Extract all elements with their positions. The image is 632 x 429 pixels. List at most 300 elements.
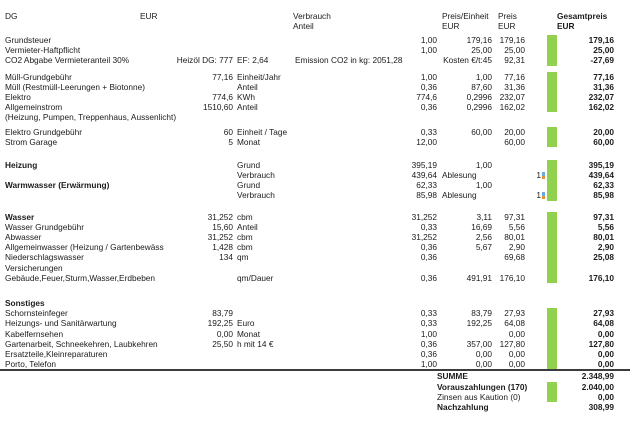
summary-value: 2.348,99 — [581, 371, 614, 382]
green-bar — [547, 82, 557, 92]
preis-cell: 60,00 — [504, 136, 525, 147]
amount-cell — [165, 82, 233, 92]
verbrauch-anteil-cell: 31,252 — [411, 232, 437, 242]
ablesung-marker-cell — [525, 55, 545, 65]
verbrauch-anteil-cell — [292, 112, 437, 122]
ablesung-marker-cell — [525, 212, 545, 222]
gesamtpreis-cell: 31,36 — [593, 81, 614, 92]
ablesung-marker-cell — [525, 349, 545, 359]
amount-cell — [165, 190, 233, 200]
green-bar — [547, 190, 557, 200]
ablesung-marker-cell — [525, 339, 545, 349]
table-row — [0, 232, 632, 242]
ablesung-marker-cell — [525, 180, 545, 190]
gesamtpreis-cell: 20,00 — [593, 126, 614, 137]
amount-cell: 31,252 — [207, 211, 233, 222]
amount-cell — [165, 170, 233, 180]
verbrauch-anteil-cell: 0,33 — [420, 308, 437, 319]
gesamtpreis-cell — [557, 298, 614, 308]
ablesung-marker-cell — [525, 273, 545, 283]
amount-cell — [165, 160, 233, 170]
gesamtpreis-cell: 439,64 — [588, 170, 614, 181]
ablesung-marker-cell — [525, 308, 545, 318]
table-row — [0, 212, 632, 222]
preis-einheit-cell: Ablesung — [442, 170, 477, 181]
amount-cell — [165, 180, 233, 190]
preis-cell: 31,36 — [504, 81, 525, 92]
green-bar — [547, 232, 557, 242]
summary-block — [0, 371, 632, 412]
table-row — [0, 298, 632, 308]
col-header-anteil: Anteil — [293, 21, 314, 31]
table-row — [0, 180, 632, 190]
gesamtpreis-cell: 179,16 — [588, 35, 614, 45]
row-label — [0, 190, 165, 200]
green-bar — [547, 349, 557, 359]
row-label: Strom Garage — [5, 136, 58, 147]
table-row — [0, 160, 632, 170]
ablesung-marker-cell — [525, 92, 545, 102]
row-label: Müll (Restmüll-Leerungen + Biotonne) — [5, 81, 145, 92]
green-bar — [547, 180, 557, 190]
green-bar — [547, 160, 557, 170]
amount-cell — [165, 298, 233, 308]
green-bar — [547, 35, 557, 45]
verbrauch-anteil-cell: 62,33 — [416, 180, 437, 191]
gesamtpreis-cell: 2,90 — [597, 242, 614, 253]
preis-cell: 27,93 — [504, 308, 525, 319]
ablesung-marker-cell — [525, 137, 545, 147]
summary-label: Nachzahlung — [437, 402, 489, 413]
preis-cell: 179,16 — [499, 35, 525, 45]
verbrauch-anteil-cell: 1,00 — [420, 35, 437, 45]
green-bar — [547, 273, 557, 283]
summary-value: 2.040,00 — [581, 381, 614, 392]
table-row — [0, 170, 632, 180]
preis-cell: 2,90 — [508, 242, 525, 253]
green-bar — [547, 137, 557, 147]
table-row — [0, 339, 632, 349]
green-bar — [547, 382, 557, 392]
ablesung-marker-cell — [525, 263, 545, 273]
ablesung-marker-cell — [525, 112, 545, 122]
preis-einheit-cell — [437, 298, 492, 308]
preis-cell: 69,68 — [504, 252, 525, 263]
unit-cell: Grund — [237, 180, 261, 191]
col-header-preis-eur: EUR — [498, 21, 516, 31]
verbrauch-anteil-cell: 31,252 — [411, 211, 437, 222]
preis-cell: 162,02 — [499, 102, 525, 113]
unit-cell: Anteil — [237, 221, 258, 232]
green-bar — [547, 222, 557, 232]
preis-cell — [492, 263, 525, 273]
preis-einheit-cell: 357,00 — [466, 338, 492, 349]
amount-cell — [165, 45, 233, 55]
col-header-preis-einheit: Preis/Einheit — [442, 11, 489, 21]
table-row — [0, 252, 632, 262]
ablesung-marker-cell — [525, 72, 545, 82]
bar-spacer — [547, 402, 557, 412]
gesamtpreis-cell: 25,08 — [593, 252, 614, 263]
reading-marker-icon — [542, 192, 545, 199]
verbrauch-anteil-cell: 0,36 — [420, 81, 437, 92]
col-header-dg: DG — [5, 11, 18, 21]
green-bar — [547, 359, 557, 369]
preis-cell: 25,00 — [504, 45, 525, 56]
preis-cell: 0,00 — [508, 359, 525, 370]
unit-cell: cbm — [237, 232, 253, 242]
unit-cell: Monat — [237, 328, 261, 339]
verbrauch-anteil-cell: 1,00 — [420, 71, 437, 82]
row-label: Abwasser — [5, 232, 42, 242]
table-row — [0, 35, 632, 45]
unit-cell — [233, 308, 292, 318]
row-label: Heizungs- und Sanitärwartung — [5, 318, 117, 329]
preis-cell: 232,07 — [499, 91, 525, 102]
amount-cell: 134 — [219, 252, 233, 263]
preis-cell — [492, 190, 525, 200]
green-bar — [547, 102, 557, 112]
preis-cell: 64,08 — [504, 318, 525, 329]
amount-cell: 83,79 — [212, 308, 233, 319]
gesamtpreis-cell: 85,98 — [593, 190, 614, 201]
ablesung-marker-cell — [525, 127, 545, 137]
preis-cell: 20,00 — [504, 126, 525, 137]
table-row — [0, 137, 632, 147]
preis-einheit-cell: 5,67 — [475, 242, 492, 253]
col-header-preis: Preis — [498, 11, 517, 21]
preis-cell: 92,31 — [504, 55, 525, 66]
gesamtpreis-cell: 176,10 — [588, 272, 614, 283]
row-label: Versicherungen — [5, 262, 63, 273]
amount-cell: 0,00 — [216, 328, 233, 339]
row-label: (Heizung, Pumpen, Treppenhaus, Aussenlicht) — [5, 112, 177, 123]
row-label: Kabelfernsehen — [5, 328, 64, 339]
preis-einheit-cell: 179,16 — [466, 35, 492, 45]
gesamtpreis-cell: 162,02 — [588, 102, 614, 113]
summary-row — [0, 402, 632, 412]
unit-cell — [233, 112, 292, 122]
green-bar — [547, 308, 557, 318]
table-row — [0, 112, 632, 122]
verbrauch-anteil-cell — [292, 263, 437, 273]
amount-cell: 60 — [223, 126, 233, 137]
row-label: Müll-Grundgebühr — [5, 71, 72, 82]
table-row — [0, 82, 632, 92]
col-header-preis-einheit-eur: EUR — [442, 21, 460, 31]
unit-cell: Verbrauch — [237, 190, 275, 201]
green-bar — [547, 329, 557, 339]
table-row — [0, 242, 632, 252]
verbrauch-anteil-cell: 0,33 — [420, 221, 437, 232]
verbrauch-anteil-cell: 12,00 — [416, 136, 437, 147]
table-row — [0, 55, 632, 65]
row-label: Elektro Grundgebühr — [5, 126, 83, 137]
verbrauch-anteil-cell: 0,36 — [420, 348, 437, 359]
gesamtpreis-cell: 77,16 — [593, 71, 614, 82]
green-bar — [547, 170, 557, 180]
table-row — [0, 308, 632, 318]
green-bar — [547, 318, 557, 328]
gesamtpreis-cell — [557, 263, 614, 273]
row-label: Allgemeinwasser (Heizung / Gartenbewäss — [5, 242, 164, 253]
preis-einheit-cell: 0,00 — [475, 348, 492, 359]
ablesung-marker-cell — [525, 242, 545, 252]
gesamtpreis-cell: 97,31 — [593, 211, 614, 222]
preis-einheit-cell: 0,2996 — [466, 102, 492, 113]
amount-cell: 77,16 — [212, 71, 233, 82]
table-row — [0, 127, 632, 137]
summary-value: 308,99 — [588, 402, 614, 413]
section-2 — [0, 127, 632, 147]
row-label: Allgemeinstrom — [5, 102, 63, 113]
preis-einheit-cell — [437, 329, 492, 339]
preis-einheit-cell: 1,00 — [475, 159, 492, 170]
marker-count: 1 — [536, 190, 541, 201]
preis-cell — [492, 160, 525, 170]
ablesung-marker-cell — [525, 318, 545, 328]
unit-cell: Grund — [237, 159, 261, 170]
amount-cell: 192,25 — [207, 318, 233, 329]
summary-label: Zinsen aus Kaution (0) — [437, 391, 521, 402]
row-label: Vermieter-Haftpflicht — [5, 45, 81, 56]
gesamtpreis-cell: 27,93 — [593, 308, 614, 319]
table-row — [0, 45, 632, 55]
unit-cell — [233, 35, 292, 45]
green-bar — [547, 339, 557, 349]
unit-cell: KWh — [237, 91, 255, 102]
amount-cell — [165, 263, 233, 273]
green-bar — [547, 242, 557, 252]
unit-cell — [233, 359, 292, 369]
preis-cell: 0,00 — [508, 328, 525, 339]
gesamtpreis-cell: 0,00 — [597, 328, 614, 339]
summary-row — [0, 382, 632, 392]
ablesung-marker-cell — [525, 222, 545, 232]
row-label: Wasser Grundgebühr — [5, 221, 85, 232]
ablesung-marker-cell — [525, 160, 545, 170]
unit-cell: Monat — [237, 136, 261, 147]
verbrauch-anteil-cell: 774,6 — [416, 91, 437, 102]
preis-einheit-cell: 87,60 — [471, 81, 492, 92]
preis-einheit-cell: 60,00 — [471, 126, 492, 137]
row-label: Gebäude,Feuer,Sturm,Wasser,Erdbeben — [5, 272, 156, 283]
unit-cell: Anteil — [237, 102, 258, 113]
bar-spacer — [547, 298, 557, 308]
verbrauch-anteil-cell: 1,00 — [420, 45, 437, 56]
row-label: Wasser — [5, 211, 35, 222]
preis-cell — [492, 170, 525, 180]
row-label — [0, 170, 165, 180]
row-label: Ersatzteile,Kleinreparaturen — [5, 348, 108, 359]
gesamtpreis-cell — [557, 112, 614, 122]
gesamtpreis-cell: 5,56 — [597, 221, 614, 232]
section-1 — [0, 72, 632, 123]
unit-cell: Einheit / Tage — [237, 126, 288, 137]
summary-row — [0, 371, 632, 381]
gesamtpreis-cell: -27,69 — [590, 55, 614, 66]
table-body — [0, 35, 632, 369]
verbrauch-anteil-cell: 395,19 — [411, 159, 437, 170]
unit-cell: Anteil — [237, 81, 258, 92]
preis-cell: 77,16 — [504, 71, 525, 82]
verbrauch-anteil-cell: 0,36 — [420, 252, 437, 263]
unit-cell: Einheit/Jahr — [237, 71, 281, 82]
amount-cell: 15,60 — [212, 221, 233, 232]
preis-einheit-cell: 16,69 — [471, 221, 492, 232]
green-bar — [547, 45, 557, 55]
preis-einheit-cell: 491,91 — [466, 272, 492, 283]
amount-cell — [165, 273, 233, 283]
ablesung-marker-cell — [525, 102, 545, 112]
verbrauch-anteil-cell: 85,98 — [416, 190, 437, 201]
amount-cell: 774,6 — [212, 91, 233, 102]
section-5 — [0, 298, 632, 369]
table-row — [0, 263, 632, 273]
summary-label: Vorauszahlungen (170) — [437, 381, 528, 392]
green-bar — [547, 127, 557, 137]
preis-cell: 80,01 — [504, 232, 525, 242]
preis-einheit-cell — [437, 252, 492, 262]
col-header-gesamtpreis-eur: EUR — [557, 21, 575, 31]
unit-cell: qm/Dauer — [237, 272, 274, 283]
amount-cell: 1,428 — [212, 242, 233, 253]
preis-einheit-cell: 25,00 — [471, 45, 492, 56]
gesamtpreis-cell: 62,33 — [593, 180, 614, 191]
preis-cell: 5,56 — [508, 221, 525, 232]
unit-cell: cbm — [237, 242, 253, 253]
verbrauch-anteil-cell: Emission CO2 in kg: 2051,28 — [295, 55, 403, 66]
amount-cell — [165, 35, 233, 45]
unit-cell: Euro — [237, 318, 255, 329]
gesamtpreis-cell: 127,80 — [588, 338, 614, 349]
gesamtpreis-cell: 0,00 — [597, 359, 614, 370]
green-bar — [547, 392, 557, 402]
table-header — [0, 11, 632, 32]
verbrauch-anteil-cell: 0,36 — [420, 242, 437, 253]
verbrauch-anteil-cell: 1,00 — [420, 328, 437, 339]
preis-cell: 127,80 — [499, 338, 525, 349]
ablesung-marker-cell — [525, 232, 545, 242]
section-4 — [0, 212, 632, 283]
preis-einheit-cell — [437, 137, 492, 147]
section-3 — [0, 160, 632, 201]
marker-count: 1 — [536, 170, 541, 181]
verbrauch-anteil-cell — [292, 298, 437, 308]
row-label: Grundsteuer — [5, 35, 52, 45]
verbrauch-anteil-cell: 0,36 — [420, 102, 437, 113]
preis-einheit-cell: 83,79 — [471, 308, 492, 319]
ablesung-marker-cell — [525, 190, 545, 200]
gesamtpreis-cell: 80,01 — [593, 232, 614, 242]
unit-cell — [233, 263, 292, 273]
table-row — [0, 273, 632, 283]
table-row — [0, 329, 632, 339]
gesamtpreis-cell: 64,08 — [593, 318, 614, 329]
col-header-gesamtpreis: Gesamtpreis — [557, 11, 608, 21]
ablesung-marker-cell — [525, 298, 545, 308]
preis-einheit-cell: 0,2996 — [466, 91, 492, 102]
amount-cell: 31,252 — [207, 232, 233, 242]
amount-cell: 5 — [228, 136, 233, 147]
preis-cell: 0,00 — [508, 348, 525, 359]
amount-cell: Heizöl DG: 777 — [176, 55, 233, 66]
preis-cell — [492, 112, 525, 122]
green-bar — [547, 72, 557, 82]
section-0 — [0, 35, 632, 66]
amount-cell: 1510,60 — [203, 102, 233, 113]
gesamtpreis-cell: 60,00 — [593, 136, 614, 147]
table-row — [0, 349, 632, 359]
preis-einheit-cell: Ablesung — [442, 190, 477, 201]
table-row — [0, 102, 632, 112]
unit-cell — [233, 349, 292, 359]
preis-cell: 97,31 — [504, 211, 525, 222]
row-label: Elektro — [5, 91, 31, 102]
unit-cell: qm — [237, 252, 249, 263]
unit-cell: EF: 2,64 — [237, 55, 269, 66]
row-label: Warmwasser (Erwärmung) — [5, 180, 110, 191]
preis-einheit-cell — [437, 112, 492, 122]
row-label: Porto, Telefon — [5, 359, 57, 370]
verbrauch-anteil-cell: 0,36 — [420, 272, 437, 283]
preis-einheit-cell: 1,00 — [475, 71, 492, 82]
ablesung-marker-cell — [525, 252, 545, 262]
preis-einheit-cell — [437, 263, 492, 273]
row-label: Niederschlagswasser — [5, 252, 84, 263]
row-label: CO2 Abgabe Vermieteranteil 30% — [5, 55, 130, 66]
unit-cell — [233, 298, 292, 308]
gesamtpreis-cell: 395,19 — [588, 159, 614, 170]
amount-cell — [165, 349, 233, 359]
ablesung-marker-cell — [525, 359, 545, 369]
table-row — [0, 359, 632, 369]
preis-einheit-cell: 3,11 — [476, 211, 492, 222]
summary-label: SUMME — [437, 371, 468, 382]
green-bar — [547, 252, 557, 262]
unit-cell: Verbrauch — [237, 170, 275, 181]
preis-einheit-cell: 1,00 — [475, 180, 492, 191]
bar-spacer — [547, 112, 557, 122]
verbrauch-anteil-cell: 439,64 — [411, 170, 437, 181]
bar-spacer — [547, 371, 557, 381]
summary-row — [0, 392, 632, 402]
unit-cell: cbm — [237, 211, 253, 222]
green-bar — [547, 92, 557, 102]
green-bar — [547, 55, 557, 65]
ablesung-marker-cell — [525, 45, 545, 55]
col-header-eur: EUR — [140, 11, 158, 21]
amount-cell: 25,50 — [212, 338, 233, 349]
row-label: Heizung — [5, 159, 38, 170]
gesamtpreis-cell: 232,07 — [588, 91, 614, 102]
unit-cell: h mit 14 € — [237, 338, 274, 349]
amount-cell — [165, 112, 233, 122]
table-row — [0, 92, 632, 102]
preis-einheit-cell: Kosten €/t:45 — [443, 55, 492, 66]
table-row — [0, 72, 632, 82]
verbrauch-anteil-cell: 0,36 — [420, 338, 437, 349]
preis-einheit-cell: 0,00 — [475, 359, 492, 370]
unit-cell — [233, 45, 292, 55]
ablesung-marker-cell — [525, 82, 545, 92]
summary-value: 0,00 — [597, 391, 614, 402]
preis-cell — [492, 298, 525, 308]
preis-einheit-cell: 2,56 — [475, 232, 492, 242]
verbrauch-anteil-cell: 0,33 — [420, 318, 437, 329]
table-row — [0, 190, 632, 200]
verbrauch-anteil-cell: 0,33 — [420, 126, 437, 137]
